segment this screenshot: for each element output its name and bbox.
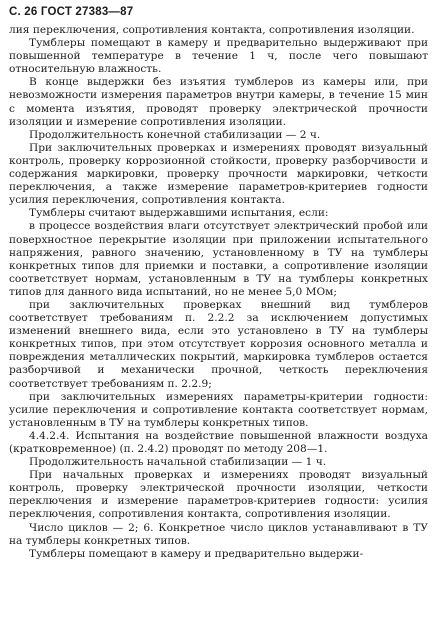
paragraph: 4.4.2.4. Испытания на воздействие повышенной влажности воздуха (кратковременное) (п. 2.4.2) проводят по методу 208—1.	[9, 429, 428, 455]
paragraph: В конце выдержки без изъятия тумблеров из камеры или, при невозможности измерения параметров внутри камеры, в течение 15 мин с момента изъятия, проводят проверку электрической прочности изоляции и измерение сопротивления изоляции.	[9, 76, 428, 128]
paragraph: Число циклов — 2; 6. Конкретное число циклов устанавливают в ТУ на тумблеры конкретных типов.	[9, 521, 428, 547]
paragraph: При заключительных проверках и измерениях проводят визуальный контроль, проверку коррозионной стойкости, проверку разборчивости и содержания маркировки, проверку прочности маркировки, четкости переключения, а также измерение параметров-критериев годности усилия переключения, сопротивления контакта.	[9, 141, 428, 207]
paragraph: Тумблеры считают выдержавшими испытания, если:	[29, 207, 329, 220]
paragraph: Тумблеры помещают в камеру и предварительно выдерживают при повышенной температуре в течение 1 ч, после чего повышают относительную влажность.	[9, 37, 428, 76]
paragraph: при заключительных проверках внешний вид тумблеров соответствует требованиям п. 2.2.2 за исключением допустимых изменений внешнего вида, если это установлено в ТУ на тумблеры конкретных типов, при этом отсутствует коррозия основного металла и повреждения металлических покрытий, маркировка тумблеров остается разборчивой и механически прочной, четкость переключения соответствует требованиям п. 2.2.9;	[9, 298, 428, 390]
paragraph: Тумблеры помещают в камеру и предварительно выдержи-	[29, 547, 364, 560]
page-header: С. 26 ГОСТ 27383—87	[9, 6, 134, 18]
paragraph: лия переключения, сопротивления контакта, сопротивления изоляции.	[9, 24, 415, 36]
paragraph: При начальных проверках и измерениях проводят визуальный контроль, проверку электрической прочности изоляции, четкости переключения и измерение параметров-критериев годности: усилия переключения, сопротивления контакта, сопротивления изоляции.	[9, 469, 428, 521]
paragraph: в процессе воздействия влаги отсутствует электрический пробой или поверхностное перекрытие изоляции при приложении испытательного напряжения, равного значению, установленному в ТУ на тумблеры конкретных типов для приемки и поставки, а сопротивление изоляции соответствует нормам, установленным в ТУ на тумблеры конкретных типов для данного вида испытаний, но не менее 5,0 МОм;	[9, 220, 428, 298]
paragraph: Продолжительность начальной стабилизации — 1 ч.	[29, 456, 327, 469]
page-body-text	[9, 24, 428, 561]
paragraph: при заключительных измерениях параметры-критерии годности: усилие переключения и сопротивление контакта соответствует нормам, установленным в ТУ на тумблеры конкретных типов.	[9, 390, 428, 429]
paragraph: Продолжительность конечной стабилизации — 2 ч.	[29, 128, 321, 141]
